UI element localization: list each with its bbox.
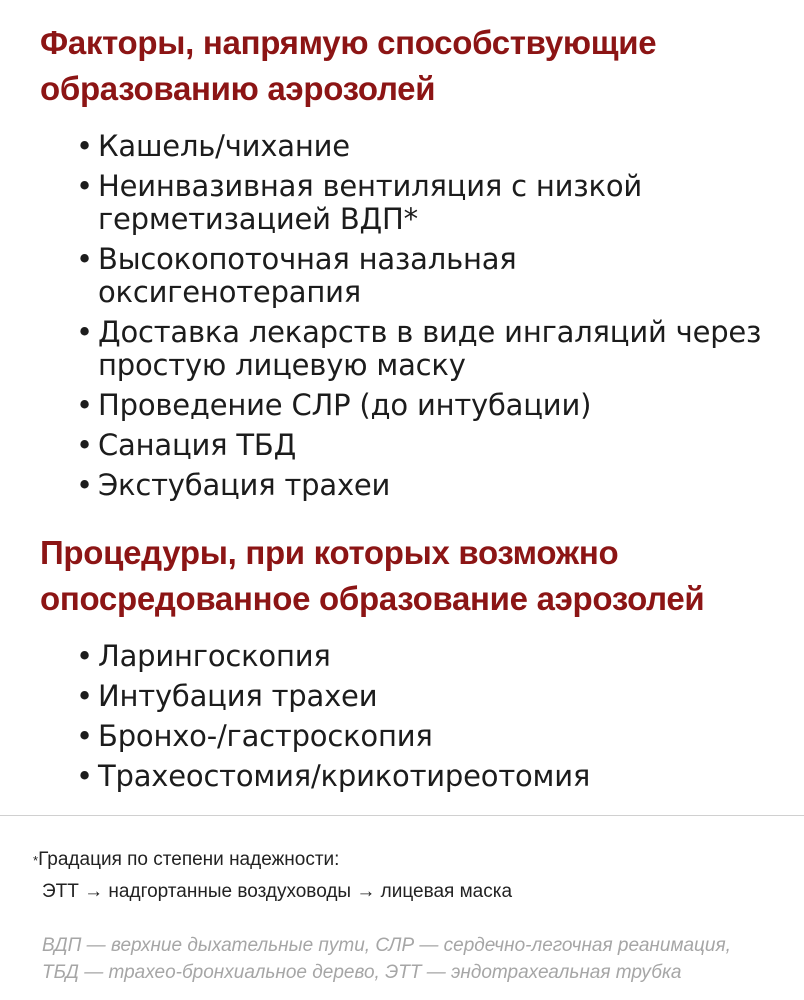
section-heading-indirect	[40, 530, 784, 622]
list-item-text: Высокопоточная назальная оксигенотерапия	[98, 242, 517, 309]
bullet-list-indirect	[40, 640, 784, 793]
list-item-text: Интубация трахеи	[98, 679, 378, 713]
bullet-icon: •	[76, 679, 93, 713]
section-aerosol-indirect	[40, 530, 784, 800]
list-item	[40, 243, 784, 309]
list-item-text: Кашель/чихание	[98, 129, 350, 163]
bullet-icon: •	[76, 169, 93, 203]
bullet-icon: •	[76, 388, 93, 422]
list-item-text: Ларингоскопия	[98, 639, 331, 673]
list-item	[40, 640, 784, 673]
footnote-mark: *	[33, 853, 39, 868]
heading-line: Процедуры, при которых возможно	[40, 534, 619, 571]
bullet-icon: •	[76, 315, 93, 349]
list-item	[40, 720, 784, 753]
abbreviations-note	[42, 932, 731, 986]
bullet-icon: •	[76, 639, 93, 673]
list-item-text: Трахеостомия/крикотиреотомия	[98, 759, 591, 793]
list-item	[40, 130, 784, 163]
list-item	[40, 170, 784, 236]
list-item	[40, 316, 784, 382]
heading-line: опосредованное образование аэрозолей	[40, 580, 705, 617]
footnote-line: ЭТТ → надгортанные воздуховоды → лицевая маска	[42, 881, 513, 902]
bullet-icon: •	[76, 468, 93, 502]
list-item-text: Проведение СЛР (до интубации)	[98, 388, 592, 422]
bullet-icon: •	[76, 428, 93, 462]
bullet-icon: •	[76, 719, 93, 753]
list-item-text: Санация ТБД	[98, 428, 297, 462]
bullet-icon: •	[76, 129, 93, 163]
list-item	[40, 469, 784, 502]
list-item-text: Доставка лекарств в виде ингаляций через простую лицевую маску	[98, 315, 762, 382]
list-item	[40, 389, 784, 422]
list-item	[40, 760, 784, 793]
list-item-text: Экстубация трахеи	[98, 468, 391, 502]
bullet-list-direct	[40, 130, 784, 502]
list-item-text: Бронхо-/гастроскопия	[98, 719, 433, 753]
list-item-text: Неинвазивная вентиляция с низкой герметизацией ВДП*	[98, 169, 643, 236]
abbreviations-line: ТБД — трахео-бронхиальное дерево, ЭТТ — эндотрахеальная трубка	[42, 962, 682, 983]
abbreviations-line: ВДП — верхние дыхательные пути, СЛР — сердечно-легочная реанимация,	[42, 935, 731, 956]
list-item	[40, 429, 784, 462]
section-heading-direct	[40, 20, 784, 112]
section-aerosol-direct	[40, 20, 784, 509]
footnote-line: Градация по степени надежности:	[38, 849, 340, 870]
bullet-icon: •	[76, 759, 93, 793]
footnote-divider	[0, 815, 804, 816]
footnote	[33, 844, 512, 908]
list-item	[40, 680, 784, 713]
heading-line: образованию аэрозолей	[40, 70, 436, 107]
bullet-icon: •	[76, 242, 93, 276]
heading-line: Факторы, напрямую способствующие	[40, 24, 657, 61]
